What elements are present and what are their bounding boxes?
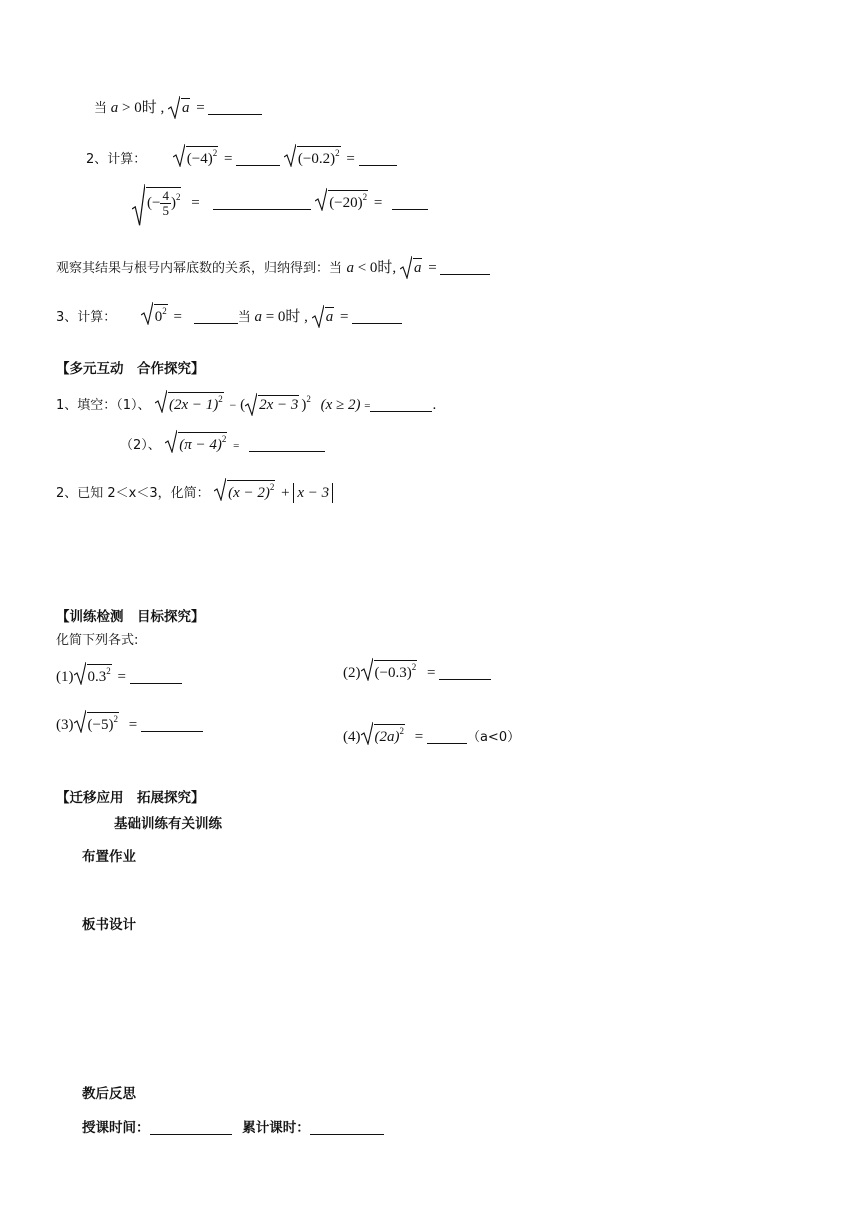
calc-zero-line: 3、计算： $0^2$ = 当 a = 0时 , a = — [56, 304, 402, 326]
sqrt-2x-3: 2x − 3 — [245, 395, 301, 414]
homework-heading: 布置作业 — [82, 849, 136, 865]
answer-blank — [352, 309, 402, 324]
cond-text: > 0时 , — [122, 100, 165, 116]
sqrt-a: a — [168, 98, 193, 117]
total-hours-label: 累计课时： — [242, 1120, 310, 1136]
observation-line: 观察其结果与根号内幂底数的关系，归纳得到：当 a < 0时, a = — [56, 256, 490, 277]
exercise-4: (4) $(2a)^2 = (a<0)$ — [343, 724, 520, 746]
sqrt-pi-4-sq: $(\pi - 4)^2$ — [165, 432, 229, 454]
section-label-2: 2、计算： — [86, 152, 147, 167]
sqrt-2x-1-sq: $(2x - 1)^2$ — [155, 392, 226, 414]
fill-label: 1、填空：（1）、 — [56, 398, 151, 413]
basic-training: 基础训练有关训练 — [114, 816, 222, 832]
sqrt-2a-sq: $(2a)^2$ — [361, 724, 408, 746]
board-design-heading: 板书设计 — [82, 917, 136, 933]
lesson-time-blank — [150, 1121, 232, 1135]
text-dang: 当 — [94, 101, 108, 116]
answer-blank — [249, 437, 325, 452]
answer-blank — [439, 665, 491, 680]
fraction-4-5: $\frac{4}{5}$ — [162, 188, 169, 218]
simplify-given-line: 2、已知 2＜x＜3，化简： $(x - 2)^2 + x - 3$ — [56, 480, 333, 503]
condition-a-positive — [94, 96, 262, 117]
answer-blank — [213, 195, 311, 210]
answer-blank — [130, 669, 182, 684]
fill-item-1: 1、填空：（1）、 $(2x - 1)^2$ − ( 2x − 3 )$^2$ (x ≥ 2) = . — [56, 392, 436, 414]
lesson-time-label: 授课时间： — [82, 1120, 150, 1136]
answer-blank — [427, 729, 467, 744]
total-hours-blank — [310, 1121, 384, 1135]
answer-blank — [236, 151, 280, 166]
exercise-1: (1) $0.3^2$ = — [56, 664, 182, 686]
answer-blank — [194, 309, 238, 324]
sqrt-x-2-sq: $(x - 2)^2$ — [214, 480, 277, 502]
sqrt-a: a — [400, 258, 425, 277]
fill-item-2: （2）、 $(\pi - 4)^2$ = — [120, 432, 325, 454]
abs-x-3: x − 3 — [293, 483, 333, 503]
sqrt-neg20-sq: $(-20)^2$ — [315, 190, 370, 212]
sqrt-neg4-sq: $(-4)^2$ — [173, 146, 220, 168]
heading-interact: 【多元互动 合作探究】 — [56, 361, 205, 377]
simplify-instruction: 化简下列各式: — [56, 633, 139, 648]
sqrt-03-sq: $0.3^2$ — [74, 664, 114, 686]
section-label-3: 3、计算： — [56, 310, 117, 325]
observation-text: 观察其结果与根号内幂底数的关系，归纳得到：当 — [56, 261, 343, 276]
given-text: 2、已知 2＜x＜3，化简： — [56, 486, 210, 501]
calc-row-1: 2、计算： $(-4)^2$ = $(-0.2)^2$ = — [86, 146, 397, 168]
calc-row-2: (− $\frac{4}{5}$ )$^2$ = $(-20)^2$ = — [132, 187, 428, 218]
sqrt-neg5-sq: $(-5)^2$ — [74, 712, 121, 734]
heading-train: 【训练检测 目标探究】 — [56, 609, 205, 625]
answer-blank — [440, 260, 490, 275]
sqrt-a: a — [312, 307, 337, 326]
lesson-time-line — [82, 1116, 384, 1136]
equals: = — [196, 100, 205, 116]
sqrt-neg02-sq: $(-0.2)^2$ — [284, 146, 343, 168]
answer-blank — [141, 717, 203, 732]
answer-blank — [392, 195, 428, 210]
sqrt-neg-frac-sq: (− $\frac{4}{5}$ )$^2$ — [132, 187, 183, 218]
answer-blank — [208, 100, 262, 115]
sqrt-zero-sq: $0^2$ — [141, 304, 170, 326]
condition-note: （a<0） — [466, 730, 521, 745]
sqrt-neg03-sq: $(-0.3)^2$ — [361, 660, 420, 682]
heading-apply: 【迁移应用 拓展探究】 — [56, 790, 205, 806]
reflection-heading: 教后反思 — [82, 1086, 136, 1102]
answer-blank — [370, 400, 432, 412]
fill-label-2: （2）、 — [120, 438, 161, 453]
exercise-2: (2) $(-0.3)^2$ = — [343, 660, 491, 682]
exercise-3: (3) $(-5)^2$ = — [56, 712, 203, 734]
answer-blank — [359, 151, 397, 166]
var-a: a — [110, 100, 119, 116]
